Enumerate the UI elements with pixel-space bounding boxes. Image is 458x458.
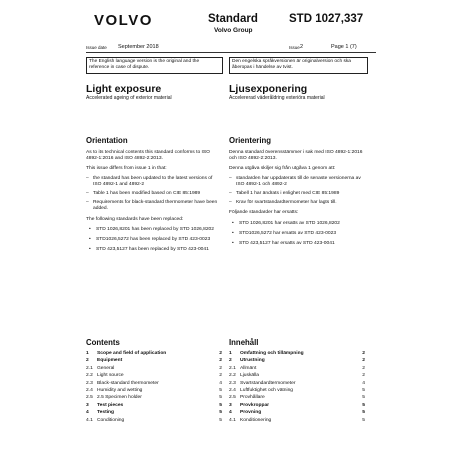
toc-number: 2.3 (229, 380, 236, 386)
toc-title: Humidity and wetting (97, 388, 143, 394)
toc-page: 2 (362, 365, 365, 371)
subtitle-en: Accelerated ageing of exterior material (86, 95, 172, 101)
toc-entry[interactable] (86, 402, 222, 409)
contents-sv (229, 338, 364, 424)
document-type: Standard (208, 13, 258, 25)
toc-en (86, 350, 221, 424)
toc-entry[interactable] (229, 394, 365, 401)
toc-number: 2 (229, 358, 232, 364)
toc-number: 2.2 (86, 373, 93, 379)
toc-title: Scope and field of application (97, 351, 167, 356)
toc-page: 5 (219, 402, 222, 408)
toc-number: 1 (86, 351, 89, 356)
header-rule (86, 52, 376, 53)
toc-title: Testing (97, 410, 115, 416)
toc-page: 5 (362, 388, 365, 394)
toc-title: Provkroppar (240, 402, 270, 408)
toc-page: 2 (362, 358, 365, 364)
list-item: • STD1026,5272 has been replaced by STD 423-0023 (89, 237, 211, 243)
toc-entry[interactable] (86, 372, 222, 379)
list-item: • STD 1026,8201 har ersatts av STD 1026,8202 (232, 220, 340, 226)
swedish-column (229, 83, 364, 101)
toc-number: 4 (229, 410, 232, 416)
toc-page: 4 (219, 380, 222, 386)
toc-entry[interactable] (86, 357, 222, 364)
toc-title: Luftfuktighet och vätning (240, 388, 294, 394)
list-item: • STD 423,5127 has been replaced by STD 423-0041 (89, 247, 209, 253)
toc-entry[interactable] (86, 380, 222, 387)
notice-en: The English language version is the original and the reference in case of dispute. (86, 57, 223, 74)
list-item: – standarden har uppdaterats till de senaste versionerna av ISO 4892-1 och 4892-2 (229, 175, 361, 187)
list-item: • STD 423,5127 har ersatts av STD 423-0041 (232, 241, 335, 247)
replaced-intro-sv: Följande standarder har ersatts: (229, 210, 299, 216)
contents-heading-en: Contents (86, 338, 120, 347)
contents-heading-sv: Innehåll (229, 338, 259, 347)
list-item: – the standard has been updated to the latest versions of ISO 4892-1 and 4892-2 (86, 175, 213, 187)
orientation-heading-en: Orientation (86, 136, 128, 145)
toc-page: 2 (219, 365, 222, 371)
toc-page: 5 (219, 395, 222, 401)
english-column (86, 83, 221, 101)
toc-number: 3 (229, 402, 232, 408)
toc-title: Black-standard thermometer (97, 380, 159, 386)
toc-entry[interactable] (229, 380, 365, 387)
toc-title: Omfattning och tillämpning (240, 351, 304, 356)
toc-page: 2 (362, 373, 365, 379)
conformity-text-en: As to its technical contents this standard conforms to ISO 4892-1:2016 and ISO 4892-2:2013. (86, 150, 210, 162)
toc-page: 5 (219, 410, 222, 416)
toc-title: Conditioning (97, 417, 125, 423)
toc-title: 2.5 Specimen holder (97, 395, 142, 401)
list-item: – Table 1 has been modified based on CIE 85:1989 (86, 191, 201, 197)
toc-number: 4 (86, 410, 89, 416)
toc-title: General (97, 365, 115, 371)
toc-entry[interactable] (86, 365, 222, 372)
toc-page: 5 (362, 395, 365, 401)
toc-title: Ljuskälla (240, 373, 260, 379)
issue-label: Issue (289, 45, 300, 50)
toc-sv (229, 350, 364, 424)
toc-number: 1 (229, 351, 232, 356)
toc-entry[interactable] (229, 365, 365, 372)
toc-title: Utrustning (240, 358, 265, 364)
list-item: • STD 1026,8201 has been replaced by STD 1026,8202 (89, 226, 215, 232)
list-item: • STD1026,5272 har ersatts av STD 423-0023 (232, 230, 337, 236)
toc-title: Provhållare (240, 395, 265, 401)
title-sv: Ljusexponering (229, 83, 308, 95)
toc-entry[interactable] (229, 402, 365, 409)
toc-title: Konditionering (240, 417, 272, 423)
toc-title: Svartstandardtermometer (240, 380, 296, 386)
contents-en (86, 338, 221, 424)
toc-entry[interactable] (229, 409, 365, 416)
toc-entry[interactable] (229, 387, 365, 394)
list-item: – Requirements for black-standard thermometer have been added. (86, 200, 218, 212)
toc-number: 2.2 (229, 373, 236, 379)
toc-number: 4.1 (229, 417, 236, 423)
differences-intro-en: This issue differs from issue 1 in that: (86, 166, 167, 172)
issue-date-label: Issue date (86, 45, 107, 50)
toc-number: 2.5 (86, 395, 93, 401)
toc-page: 5 (219, 417, 222, 423)
toc-number: 2.5 (229, 395, 236, 401)
organization: Volvo Group (214, 27, 253, 34)
list-item: – Tabell 1 har ändrats i enlighet med CIE 85:1989 (229, 191, 340, 197)
toc-entry[interactable] (86, 409, 222, 416)
toc-page: 2 (362, 351, 365, 356)
toc-number: 4.1 (86, 417, 93, 423)
toc-entry[interactable] (229, 417, 365, 424)
toc-entry[interactable] (229, 350, 365, 357)
toc-number: 3 (86, 402, 89, 408)
orientation-sv (229, 136, 364, 247)
conformity-text-sv: Denna standard överensstämmer i sak med ISO 4892-1:2016 och ISO 4892-2:2013. (229, 150, 363, 162)
list-item: – Krav för svartstandardtermometer har lagts till. (229, 200, 337, 206)
toc-page: 5 (219, 388, 222, 394)
toc-number: 2 (86, 358, 89, 364)
toc-page: 2 (219, 351, 222, 356)
toc-entry[interactable] (86, 417, 222, 424)
volvo-logo: VOLVO (94, 12, 153, 29)
differences-intro-sv: Denna utgåva skiljer sig från utgåva 1 genom att: (229, 166, 336, 172)
toc-page: 5 (362, 417, 365, 423)
toc-title: Provning (240, 410, 262, 416)
toc-title: Equipment (97, 358, 123, 364)
toc-entry[interactable] (229, 357, 365, 364)
standard-number: STD 1027,337 (289, 13, 364, 25)
toc-page: 2 (219, 373, 222, 379)
toc-title: Light source (97, 373, 124, 379)
toc-entry[interactable] (86, 394, 222, 401)
toc-entry[interactable] (86, 350, 222, 357)
title-en: Light exposure (86, 83, 162, 95)
toc-page: 5 (362, 402, 365, 408)
toc-title: Allmänt (240, 365, 257, 371)
toc-number: 2.4 (86, 388, 93, 394)
toc-number: 2.3 (86, 380, 93, 386)
page-number: Page 1 (7) (331, 44, 357, 50)
toc-page: 5 (362, 410, 365, 416)
toc-page: 4 (362, 380, 365, 386)
notice-sv: Den engelska språkversionen är originalversion och ska åberopas i händelse av tvist. (229, 57, 368, 74)
subtitle-sv: Accelererad väderåldring exteriöra material (229, 95, 325, 101)
orientation-heading-sv: Orientering (229, 136, 272, 145)
toc-title: Test pieces (97, 402, 124, 408)
toc-number: 2.1 (86, 365, 93, 371)
replaced-intro-en: The following standards have been replaced: (86, 216, 184, 222)
issue-date: September 2018 (118, 44, 159, 50)
toc-entry[interactable] (229, 372, 365, 379)
toc-page: 2 (219, 358, 222, 364)
toc-entry[interactable] (86, 387, 222, 394)
toc-number: 2.1 (229, 365, 236, 371)
toc-number: 2.4 (229, 388, 236, 394)
orientation-en (86, 136, 221, 253)
issue-number: 2 (300, 44, 304, 50)
